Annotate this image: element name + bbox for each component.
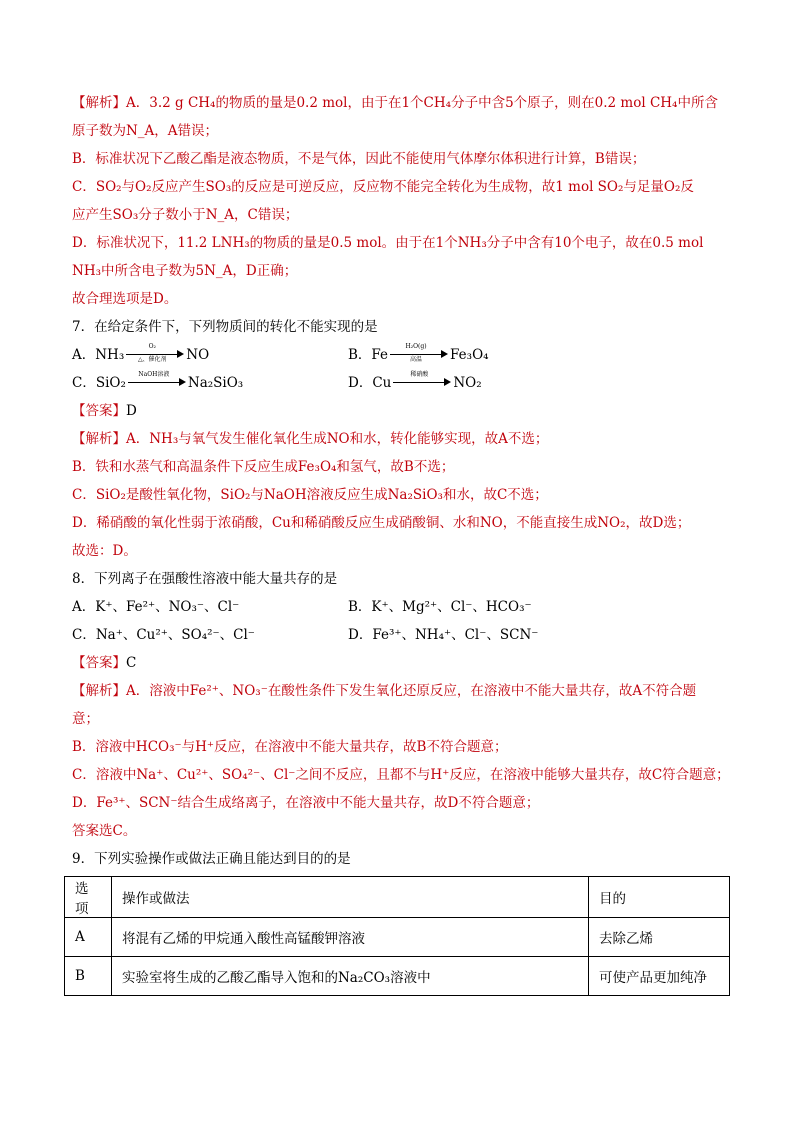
q7-analysis-c: C．SiO₂是酸性氧化物，SiO₂与NaOH溶液反应生成Na₂SiO₃和水，故C不选； (72, 487, 548, 503)
table-cell: 实验室将生成的乙酸乙酯导入饱和的Na₂CO₃溶液中 (112, 957, 589, 996)
q6-analysis-d-line2: NH₃中所含电子数为5N_A，D正确； (72, 263, 298, 279)
table-cell: 可使产品更加纯净 (589, 957, 730, 996)
q7-analysis-a: 【解析】A．NH₃与氧气发生催化氧化生成NO和水，转化能够实现，故A不选； (72, 431, 549, 447)
table-header-cell: 选项 (65, 877, 112, 918)
analysis-tag: 【解析】 (72, 431, 126, 447)
q8-conclusion: 答案选C。 (72, 823, 137, 839)
q8-answer: 【答案】C (72, 655, 137, 671)
q8-stem: 8．下列离子在强酸性溶液中能大量共存的是 (72, 571, 338, 587)
q6-analysis-b: B．标准状况下乙酸乙酯是液态物质，不是气体，因此不能使用气体摩尔体积进行计算，B错误； (72, 151, 646, 167)
q8-analysis-b: B．溶液中HCO₃⁻与H⁺反应，在溶液中不能大量共存，故B不符合题意； (72, 739, 508, 755)
q7-answer: 【答案】D (72, 403, 137, 419)
analysis-tag: 【解析】 (72, 95, 126, 111)
q9-stem: 9．下列实验操作或做法正确且能达到目的的是 (72, 851, 351, 867)
table-row (65, 957, 730, 996)
answer-tag: 【答案】 (72, 655, 126, 671)
table-cell: B (65, 957, 112, 996)
q7-conclusion: 故选：D。 (72, 543, 137, 559)
q8-option-d: D．Fe³⁺、NH₄⁺、Cl⁻、SCN⁻ (348, 627, 539, 643)
table-row (65, 918, 730, 957)
q7-option-d: D．Cu 稀硝酸 NO₂ (348, 371, 482, 391)
q7-options-row1 (72, 344, 732, 366)
q9-options-table (64, 876, 730, 996)
q7-stem: 7．在给定条件下，下列物质间的转化不能实现的是 (72, 319, 378, 335)
q8-analysis-a-line1: 【解析】A．溶液中Fe²⁺、NO₃⁻在酸性条件下发生氧化还原反应，在溶液中不能大量共存，故A不符合题 (72, 683, 697, 699)
table-header-row (65, 877, 730, 918)
reaction-arrow-icon: NaOH溶液 (128, 375, 186, 389)
q7-option-b: B．Fe H₂O(g) 高温 Fe₃O₄ (348, 343, 489, 363)
document-page (72, 92, 732, 996)
table-cell: 将混有乙烯的甲烷通入酸性高锰酸钾溶液 (112, 918, 589, 957)
table-cell: A (65, 918, 112, 957)
q8-option-a: A．K⁺、Fe²⁺、NO₃⁻、Cl⁻ (72, 599, 240, 615)
q8-analysis-c: C．溶液中Na⁺、Cu²⁺、SO₄²⁻、Cl⁻之间不反应，且都不与H⁺反应，在溶液中能够大量共存，故C符合题意； (72, 767, 730, 783)
reaction-arrow-icon: H₂O(g) 高温 (390, 347, 448, 361)
q8-option-c: C．Na⁺、Cu²⁺、SO₄²⁻、Cl⁻ (72, 627, 255, 643)
q6-analysis-c-line1: C．SO₂与O₂反应产生SO₃的反应是可逆反应，反应物不能完全转化为生成物，故1 mol SO₂与足量O₂反 (72, 179, 694, 195)
q7-analysis-b: B．铁和水蒸气和高温条件下反应生成Fe₃O₄和氢气，故B不选； (72, 459, 455, 475)
reaction-arrow-icon: 稀硝酸 (393, 375, 451, 389)
answer-tag: 【答案】 (72, 403, 126, 419)
q8-analysis-d: D．Fe³⁺、SCN⁻结合生成络离子，在溶液中不能大量共存，故D不符合题意； (72, 795, 540, 811)
analysis-tag: 【解析】 (72, 683, 126, 699)
q8-options-row2 (72, 624, 732, 646)
q7-option-a: A．NH₃ O₂ △、催化剂 NO (72, 343, 210, 363)
q6-analysis-d-line1: D．标准状况下，11.2 LNH₃的物质的量是0.5 mol。由于在1个NH₃分子中含有10个电子，故在0.5 mol (72, 235, 704, 251)
q6-analysis-a-line2: 原子数为N_A，A错误； (72, 123, 219, 139)
q8-analysis-a-line2: 意； (72, 711, 99, 727)
table-header-cell: 操作或做法 (112, 877, 589, 918)
table-cell: 去除乙烯 (589, 918, 730, 957)
q7-analysis-d: D．稀硝酸的氧化性弱于浓硝酸，Cu和稀硝酸反应生成硝酸铜、水和NO，不能直接生成NO₂，故D选； (72, 515, 691, 531)
q8-options-row1 (72, 596, 732, 618)
q7-option-c: C．SiO₂ NaOH溶液 Na₂SiO₃ (72, 371, 244, 391)
q7-options-row2 (72, 372, 732, 394)
reaction-arrow-icon: O₂ △、催化剂 (126, 347, 184, 361)
table-header-cell: 目的 (589, 877, 730, 918)
q6-analysis-a-line1: 【解析】A．3.2 g CH₄的物质的量是0.2 mol，由于在1个CH₄分子中含5个原子，则在0.2 mol CH₄中所含 (72, 95, 718, 111)
q6-analysis-c-line2: 应产生SO₃分子数小于N_A，C错误； (72, 207, 299, 223)
q6-conclusion: 故合理选项是D。 (72, 291, 178, 307)
q8-option-b: B．K⁺、Mg²⁺、Cl⁻、HCO₃⁻ (348, 599, 532, 615)
